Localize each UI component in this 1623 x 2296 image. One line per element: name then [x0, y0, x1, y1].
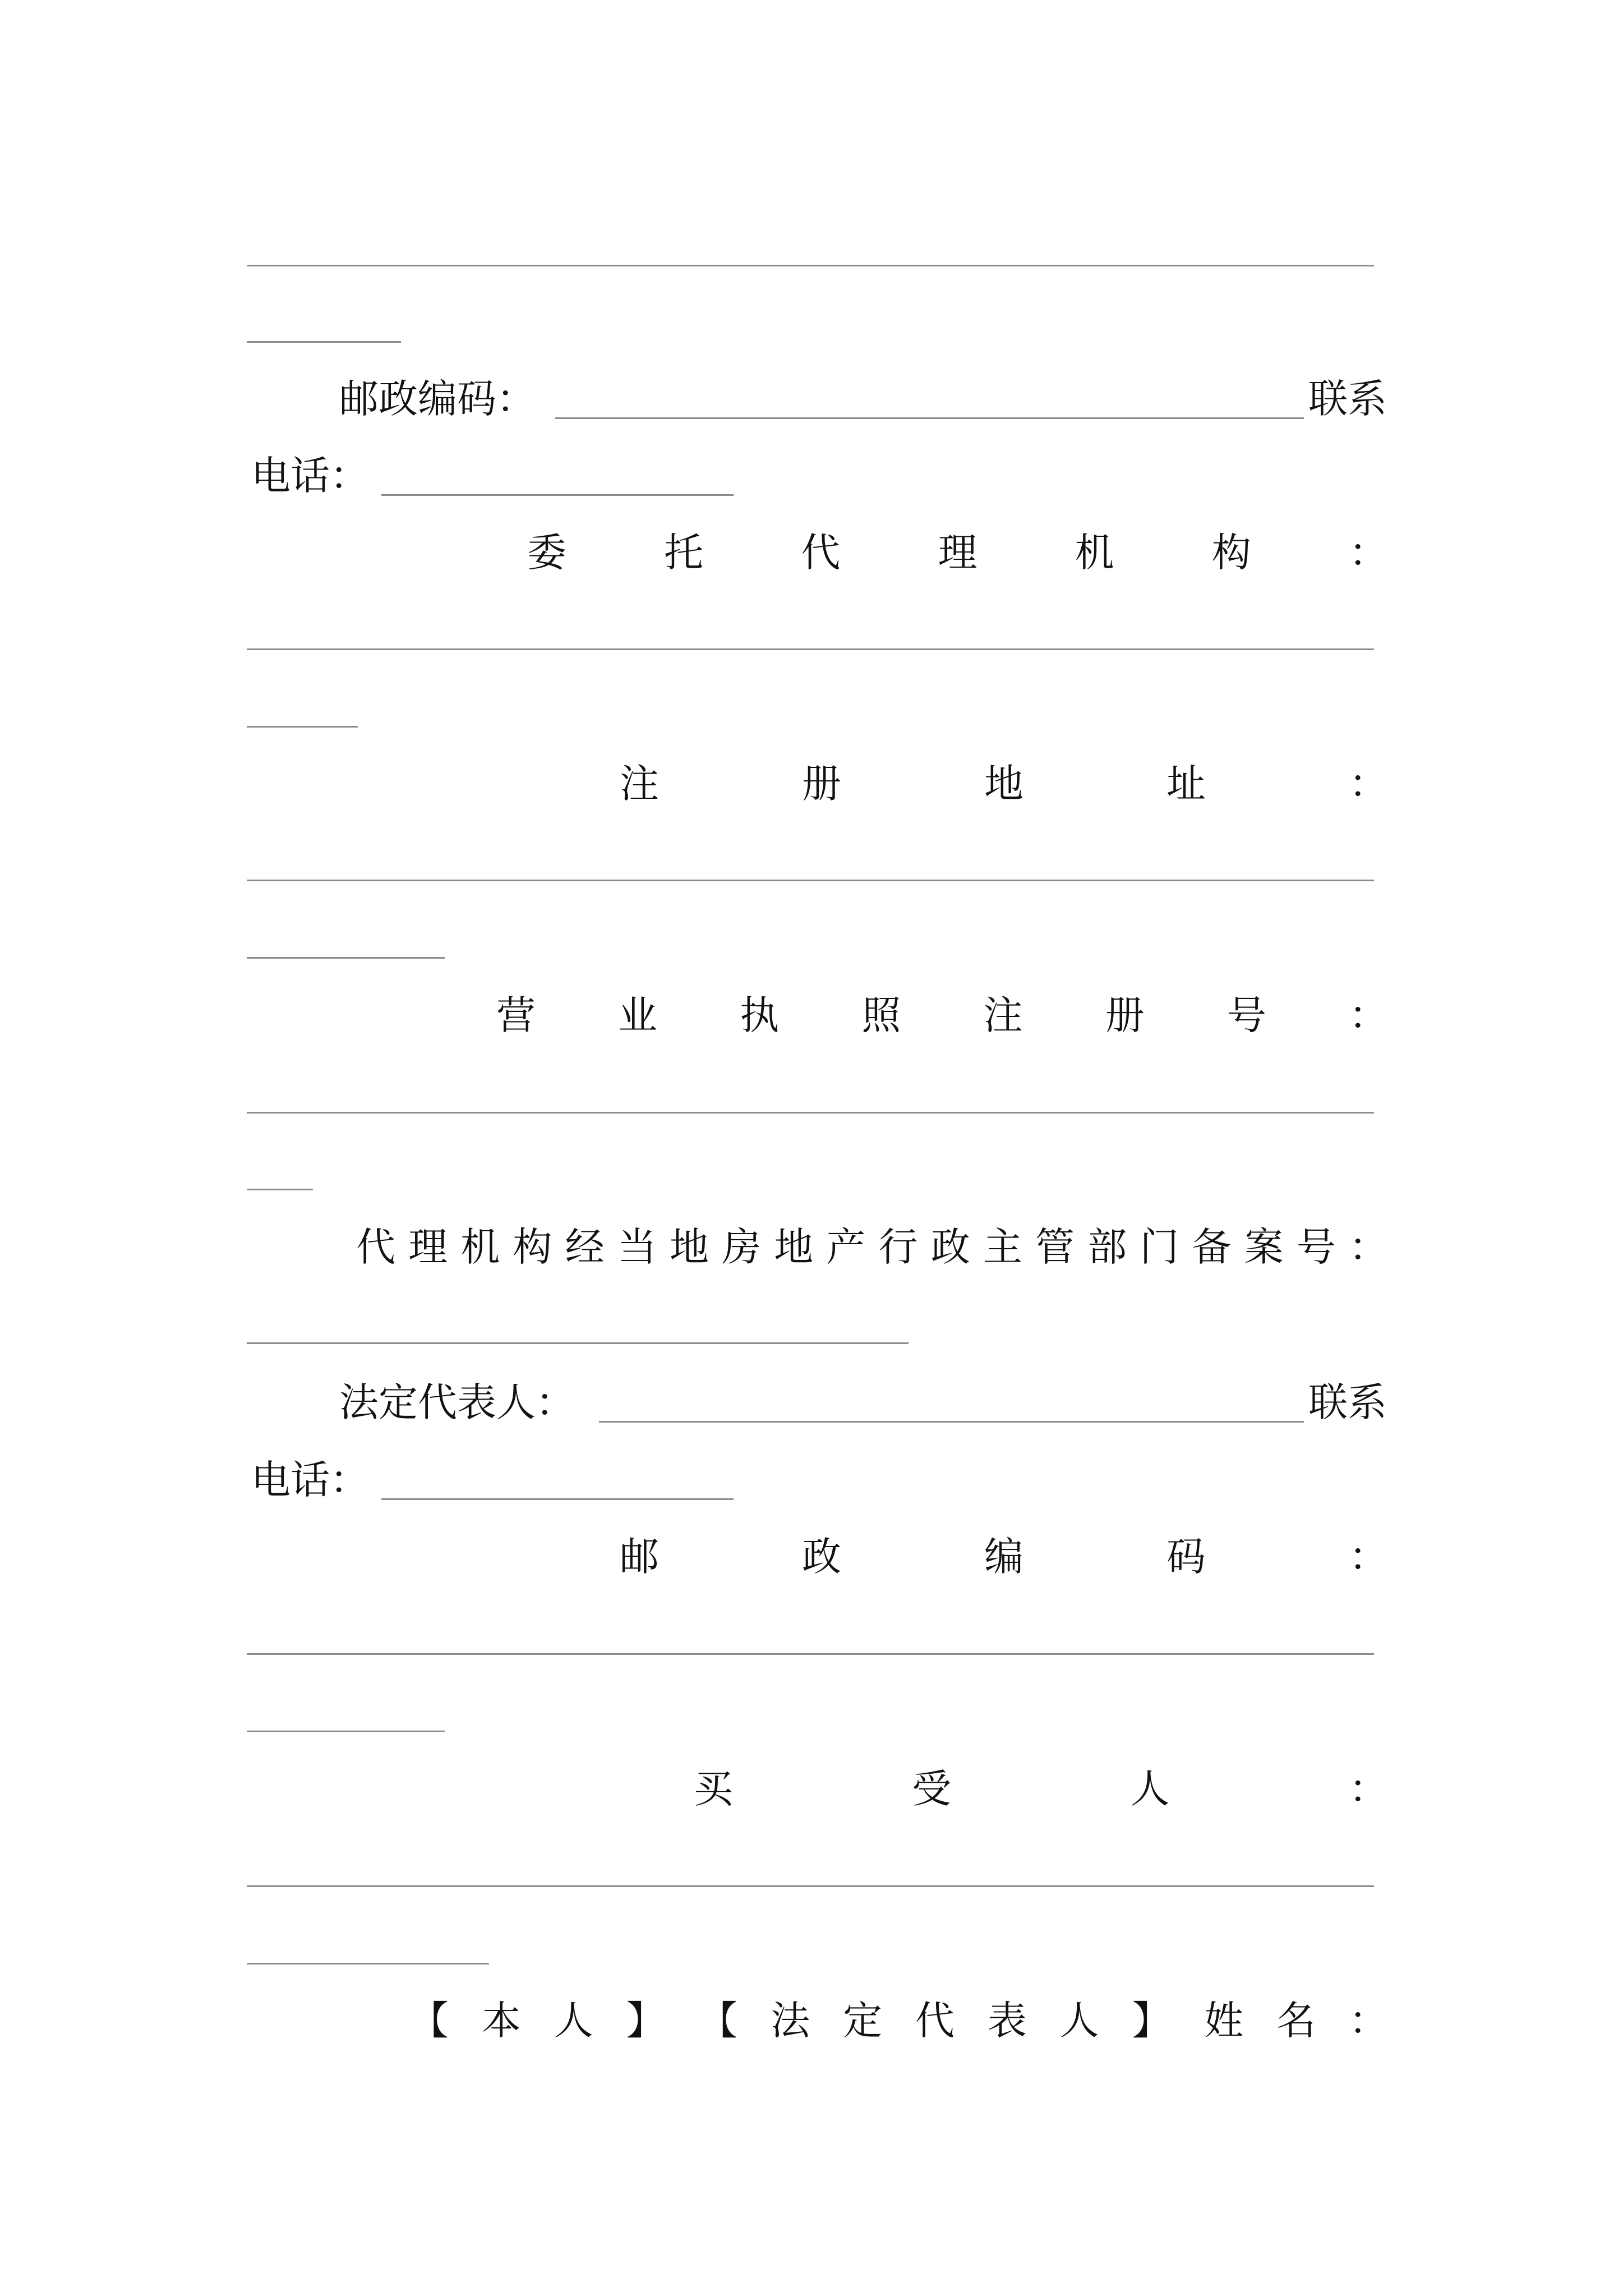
label-char: 址 — [1166, 761, 1206, 807]
contact-phone-field[interactable] — [381, 494, 734, 496]
label-char: 机 — [1075, 530, 1114, 576]
contact-phone-label: 联系 — [1308, 376, 1387, 422]
label-char: 【 — [698, 1998, 738, 2044]
label-char: 理 — [938, 530, 978, 576]
label-char: 照 — [861, 992, 901, 1038]
buyer-label — [694, 1766, 1388, 1812]
label-char: 人 — [554, 1998, 593, 2044]
label-char: 当 — [617, 1224, 657, 1270]
contact-phone-label: 联系 — [1308, 1379, 1387, 1425]
label-char: ： — [1348, 1224, 1388, 1270]
label-char: ： — [1349, 761, 1388, 807]
registered-address-field[interactable] — [247, 957, 445, 959]
business-license-field[interactable] — [247, 1189, 313, 1190]
label-char: 姓 — [1204, 1998, 1244, 2044]
registered-address-field[interactable] — [247, 880, 1374, 881]
buyer-field[interactable] — [247, 1885, 1374, 1887]
business-license-label — [496, 992, 1388, 1038]
label-char: ： — [1348, 1998, 1388, 2044]
label-char: 码 — [1166, 1534, 1206, 1580]
label-char: 主 — [983, 1224, 1022, 1270]
label-char: 】 — [1132, 1998, 1172, 2044]
label-char: 构 — [1211, 530, 1251, 576]
postal-code-field[interactable] — [247, 1731, 445, 1732]
agency-label — [527, 530, 1388, 576]
postal-code-spaced-label — [620, 1534, 1388, 1580]
label-char: 政 — [930, 1224, 970, 1270]
label-char: 【 — [409, 1998, 449, 2044]
label-char: 号 — [1296, 1224, 1336, 1270]
label-char: ： — [1348, 1766, 1388, 1812]
legal-rep-field[interactable] — [599, 1421, 1304, 1423]
label-char: 人 — [1059, 1998, 1099, 2044]
label-char: 管 — [1035, 1224, 1075, 1270]
label-char: 房 — [722, 1224, 762, 1270]
registered-address-label — [620, 761, 1388, 807]
label-char: 定 — [843, 1998, 883, 2044]
label-char: 】 — [626, 1998, 666, 2044]
legal-rep-label: 法定代表人： — [339, 1379, 575, 1425]
label-char: 案 — [1244, 1224, 1284, 1270]
label-char: 门 — [1140, 1224, 1179, 1270]
label-char: 名 — [1276, 1998, 1316, 2044]
label-char: 产 — [826, 1224, 866, 1270]
contact-phone-label: 电话： — [251, 453, 369, 499]
label-char: 本 — [481, 1998, 521, 2044]
label-char: 地 — [984, 761, 1023, 807]
label-char: 行 — [878, 1224, 918, 1270]
label-char: 法 — [771, 1998, 810, 2044]
postal-code-field[interactable] — [555, 417, 1304, 419]
label-char: 营 — [496, 992, 536, 1038]
label-char: 册 — [1105, 992, 1145, 1038]
label-char: 委 — [527, 530, 566, 576]
business-license-field[interactable] — [247, 1112, 1374, 1114]
label-char: ： — [1349, 1534, 1388, 1580]
label-char: 代 — [915, 1998, 955, 2044]
label-char: 地 — [774, 1224, 814, 1270]
label-char: 业 — [618, 992, 658, 1038]
label-char: 代 — [801, 530, 841, 576]
contact-phone-label: 电话： — [251, 1457, 369, 1503]
label-char: 邮 — [620, 1534, 659, 1580]
label-char: ： — [1348, 992, 1388, 1038]
label-char: 注 — [983, 992, 1023, 1038]
label-char: 册 — [802, 761, 841, 807]
buyer-name-label — [409, 1998, 1388, 2044]
label-char: 编 — [984, 1534, 1023, 1580]
fill-line[interactable] — [247, 265, 1374, 266]
label-char: 代 — [356, 1224, 395, 1270]
label-char: 政 — [802, 1534, 841, 1580]
label-char: 地 — [669, 1224, 709, 1270]
label-char: 托 — [664, 530, 704, 576]
label-char: 注 — [620, 761, 659, 807]
label-char: 人 — [1130, 1766, 1170, 1812]
label-char: 理 — [408, 1224, 448, 1270]
label-char: 买 — [694, 1766, 733, 1812]
label-char: 备 — [1192, 1224, 1232, 1270]
postal-code-label: 邮政编码： — [339, 376, 536, 422]
label-char: 部 — [1087, 1224, 1127, 1270]
filing-number-field[interactable] — [247, 1342, 909, 1344]
label-char: 号 — [1227, 992, 1266, 1038]
label-char: 表 — [987, 1998, 1027, 2044]
label-char: 机 — [460, 1224, 500, 1270]
buyer-field[interactable] — [247, 1963, 489, 1964]
filing-number-label — [356, 1224, 1388, 1270]
label-char: 受 — [912, 1766, 952, 1812]
postal-code-field[interactable] — [247, 1653, 1374, 1655]
label-char: 经 — [565, 1224, 605, 1270]
label-char: 构 — [513, 1224, 552, 1270]
agency-field[interactable] — [247, 726, 358, 728]
contact-phone-field[interactable] — [381, 1498, 734, 1500]
agency-field[interactable] — [247, 648, 1374, 650]
label-char: 执 — [740, 992, 780, 1038]
label-char: ： — [1348, 530, 1388, 576]
fill-line[interactable] — [247, 341, 401, 343]
